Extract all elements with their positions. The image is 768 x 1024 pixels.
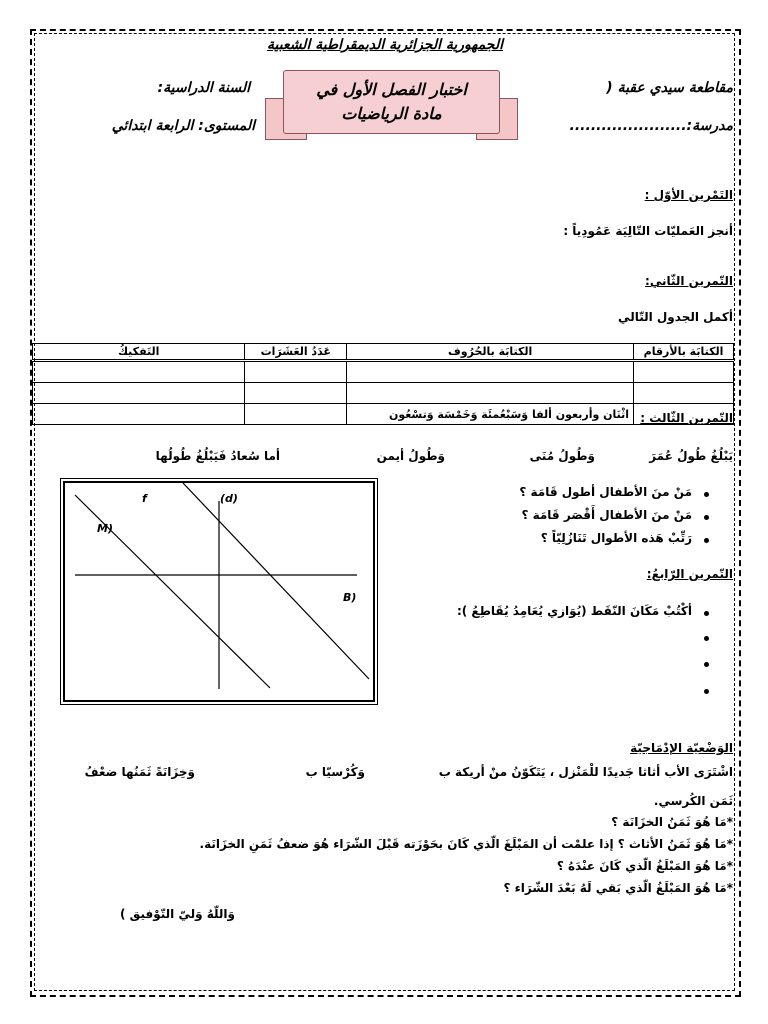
integration-line2: ثَمَن الكُرسي. (653, 794, 733, 808)
exercise-1-instruction: أنجز العَمليّات التّالِيَة عَمُودِياً : (563, 224, 733, 238)
question-wardrobe-price: *مَا هُوَ ثَمَنُ الخزَانَة ؟ (611, 815, 733, 829)
table-cell (634, 361, 734, 383)
bullet-icon (704, 538, 709, 543)
label-m: M) (97, 522, 113, 535)
question-remaining-amount: *مَا هُوَ المَبْلَغُ الّذي بَقي لَهُ بَعْدَ الشّرَاء ؟ (503, 881, 733, 895)
table-cell (33, 361, 245, 383)
header-decomposition: التَفكيكُ (33, 344, 245, 361)
district-label: مقاطعة سيدي عقبة ( (606, 80, 733, 96)
question-tallest: مَنْ منَ الأطفال أطول قَامَة ؟ (519, 485, 692, 499)
bullet-icon (704, 515, 709, 520)
table-cell (245, 383, 347, 404)
header-tens-count: عَدَدُ العَشَرَات (245, 344, 347, 361)
question-order: رَتِّبْ هَذه الأطوال تَنَازُلِيّاً ؟ (540, 531, 692, 545)
republic-heading: الجمهورية الجزائرية الديمقراطية الشعبية (266, 37, 503, 53)
bullet-icon (704, 492, 709, 497)
question-shortest: مَنْ منَ الأطفال أَقْصَر قَامَة ؟ (521, 508, 692, 522)
integration-line1-part2: وَكُرْسيّا ب (305, 765, 365, 779)
table-cell (634, 383, 734, 404)
banner-title-line1: اختبار الفصل الأول في (316, 80, 467, 99)
table-cell (245, 404, 347, 425)
exercise-3-title: التّمرين الثّالث : (640, 411, 733, 425)
statement-omar: يَبْلُغُ طُولُ عُمَرَ (649, 449, 733, 463)
exercise-4-title: التّمرين الرّابعُ: (646, 567, 733, 581)
header-words: الكتابَة بالحُرُوف (347, 344, 634, 361)
label-f: f (142, 492, 147, 505)
table-header-row (33, 344, 734, 361)
exercise-2-title: التّمرين الثّاني: (645, 274, 733, 288)
integration-line1-part1: اشْتَرَى الأب أثاثا جَديدًا للْمَنْزل ، يَتَكَوّنُ منْ أريكة ب (438, 765, 733, 779)
table-cell (347, 383, 634, 404)
title-banner (283, 70, 500, 134)
school-label: مدرسة:...................... (569, 118, 733, 134)
label-b: B) (343, 591, 357, 604)
diagonal-line-d (183, 483, 369, 679)
exercise-4-instruction: أكْتُبْ مَكَانَ النّقَط (يُوَازي يُعَامِدُ يُقَاطِعُ ): (456, 604, 692, 618)
integration-line1-part3: وَخِزَانَةً ثَمَنُها ضعْفُ (84, 765, 195, 779)
school-year-label: السنة الدراسية: (157, 80, 250, 96)
table-cell: اثْنَان وأربعون ألفا وَسَبْعُمئَة وَخَمْسَة وَتسْعُون (347, 404, 634, 425)
banner-title-line2: مادة الرياضيات (341, 104, 442, 123)
statement-souad: أما سُعادُ فَيَبْلُغُ طُولُها (155, 449, 280, 463)
bullet-icon (704, 662, 709, 667)
statement-mouna: وَطُولُ مُنَى (529, 449, 595, 463)
bullet-icon (704, 611, 709, 616)
table-cell (245, 361, 347, 383)
bullet-icon (704, 636, 709, 641)
table-row (33, 383, 734, 404)
geometry-figure (63, 481, 375, 702)
exercise-2-instruction: أكمل الجدول التّالي (618, 310, 733, 324)
label-d: (d) (220, 492, 238, 505)
table-row (33, 361, 734, 383)
integration-title: الوَضْعيّة الإدْمَاجيّة (630, 741, 733, 755)
question-furniture-price: *مَا هُوَ ثَمَنُ الأثاث ؟ إذا علمْت أن المَبْلَغَ الّذي كَانَ بحَوْزَته قَبْلَ الشّرَاء هُوَ ضعفُ ثَمَنِ الخزَانَة. (199, 837, 733, 851)
bullet-icon (704, 689, 709, 694)
level-label: المستوى: الرابعة ابتدائي (111, 118, 255, 134)
header-digits: الكتابَة بالأرقام (634, 344, 734, 361)
table-cell (33, 404, 245, 425)
statement-ayman: وَطُولُ أيمن (376, 449, 445, 463)
table-cell (347, 361, 634, 383)
table-cell (33, 383, 245, 404)
exercise-1-title: التَمْرين الأوّل : (644, 188, 733, 202)
question-initial-amount: *مَا هُوَ المَبْلَغُ الّذي كَانَ عنْدَهُ ؟ (556, 859, 733, 873)
closing-phrase: وَاللّهُ وَليّ التّوْفيق ) (120, 907, 235, 921)
lines-drawing (65, 483, 373, 700)
